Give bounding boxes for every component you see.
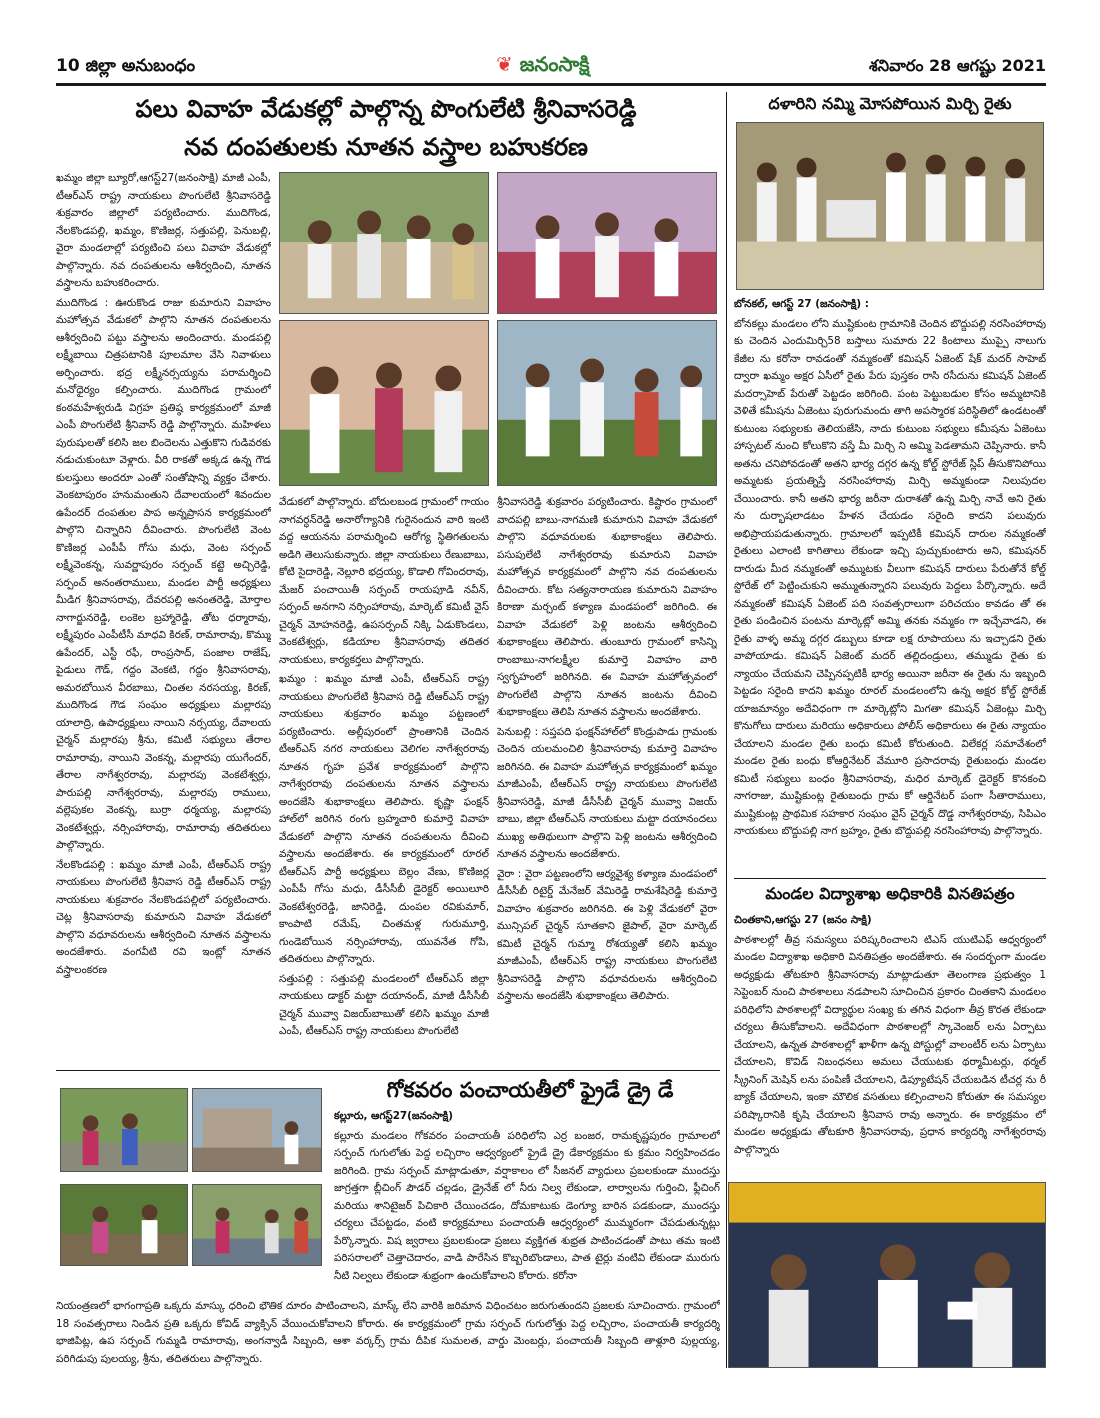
right-story1-body	[734, 296, 1046, 876]
dry-day-photo-2	[192, 1088, 322, 1172]
main-story-column-2	[279, 494, 489, 1060]
leaf-icon: ❦	[496, 52, 513, 76]
paragraph: వైరా : వైరా పట్టణంలోని ఆర్యవైశ్య కళ్యాణ మండపంలో డీసీసీబీ రిటైర్డ్ మేనేజర్ వేమిరెడ్డి రామశేషిరెడ్డి కుమార్తె వివాహం శుక్రవారం జరిగినది. ఈ పెళ్లి వేడుకలో వైరా మున్సిపల్ చైర్మన్ సూతకాని జైపాల్, వైరా మార్కెట్ కమిటీ చైర్మన్ గుమ్మా రోశయ్యతో కలిసి ఖమ్మం మాజీఎంపీ, టీఆర్ఎస్ రాష్ట్ర నాయకులు పొంగులేటి శ్రీనివాసరెడ్డి పాల్గొని వధూవరులను ఆశీర్వదించి వస్త్రాలను అందజేసి శుభాకాంక్షలు తెలిపారు.	[497, 867, 717, 1002]
wedding-photo-4	[497, 320, 717, 486]
memorandum-photo	[728, 1182, 1046, 1368]
page-label: 10 జిల్లా అనుబంధం	[56, 56, 196, 76]
paragraph: ముదిగొండ : ఊరుకొండ రాజు కుమారుని వివాహం మహోత్సవ వేడుకలో పాల్గొని నూతన దంపతులను ఆశీర్వదించి పట్టు వస్త్రాలను అందించారు. మండపల్లి లక్ష్మీబాయి చిత్రపటానికి పూలమాల వేసి నివాళులు అర్పించారు. భద్ర లక్ష్మీనర్సయ్యను పరామర్శించి మనోధైర్యం కల్పించారు. ముదిగొండ గ్రామంలో కంఠమహేశ్వరుడి విగ్రహ ప్రతిష్ఠ కార్యక్రమంలో మాజీ ఎంపీ పొంగులేటి శ్రీనివాస్ రెడ్డి పాల్గొన్నారు. మహిళలు పురుషులతో కలిసి జల బిందెలను ఎత్తుకొని గుడివరకు నడుచుకుంటూ వెళ్లారు. వీరి రాకతో అక్కడ ఉన్న గౌడ కులస్తులు అందరూ ఎంతో సంతోషాన్ని వ్యక్తం చేశారు. వెంకటాపురం హనుమంతుని దేవాలయంలో శివందుల ఉపేందర్ దంపతుల పాప అన్నప్రాసన కార్యక్రమంలో పాల్గొని చిన్నారిని దీవించారు. పొంగులేటి వెంట కొణిజర్ల ఎంపీపీ గోసు మధు, వెంట సర్పంచ్ లక్ష్మీవెంకన్న, సువర్ణాపురం సర్పంచ్ కట్టె అచ్చిరెడ్డి, సర్పంచ్ అనంతరాములు, మండల పార్టీ అధ్యక్షులు మీడిగ శ్రీనివాసరావు, దేవరపల్లి అనంతరెడ్డి, మోర్తాల నాగార్జునరెడ్డి, లంకెల బ్రహ్మారెడ్డి, తోట ధర్మారావు, లక్ష్మీపురం ఎంపీటీసీ మాధవి కిరణ్, రామారావు, కొమ్ము ఉపేందర్, ఎస్టీ రఫీ, రాంప్రసాద్, పంజాల రాజేష్, పైడులు గౌడ్, గద్దం వెంకటి, గద్దం శ్రీనివాసరావు, అమరబోయిన వీరబాబు, చింతల నరసయ్య, కిరణ్, ముదిగొండ గౌడ సంఘం అధ్యక్షులు మల్లారపు యాలాద్రి, ఉపాధ్యక్షులు నాయిని నర్సయ్య, దేవాలయ చైర్మన్ మల్లారపు శ్రీను, కమిటీ సభ్యులు తేరాల రామారావు, నాయిని వెంకన్న, మల్లారపు యుగేందర్, తేరాల నాగేశ్వరరావు, మల్లారపు వెంకటేశ్వర్లు, పారుపల్లి నాగేశ్వరరావు, మల్లారపు రాములు, వల్లెపుకల వెంకన్న, బుర్రా ధర్మయ్య, మల్లారపు వెంకటేశ్వర్లు, నర్సింహారావు, రామారావు తదితరులు పాల్గొన్నారు.	[56, 296, 271, 851]
bottom-story-body-full	[56, 1298, 720, 1370]
newspaper-logo	[496, 52, 590, 81]
logo-text: జనంసాక్షి	[519, 52, 590, 76]
dry-day-photo-3	[60, 1184, 188, 1266]
dry-day-photo-4	[192, 1184, 322, 1266]
dry-day-photo-1	[60, 1088, 188, 1172]
wedding-photo-3	[279, 320, 489, 486]
main-story-column-3	[497, 494, 717, 1060]
column-divider	[726, 92, 727, 1368]
paragraph: పాఠశాలల్లో తీవ్ర సమస్యలు పరిష్కరించాలని టిఎస్ యుటిఎఫ్ ఆధ్వర్యంలో మండల విద్యాశాఖ అధికారి వినతిపత్రం అందజేశారు. ఈ సందర్భంగా మండల అధ్యక్షుడు తోటకూరి శ్రీనివాసరావు మాట్లాడుతూ తెలంగాణ ప్రభుత్వం 1 సెప్టెంబర్ నుంచి పాఠశాలలు నడపాలని సూచించిన ప్రకారం చింతకాని మండలం పరిధిలోని పాఠశాలల్లో విద్యార్థుల సంఖ్య కు తగిన విధంగా తీవ్ర కొరత లేకుండా చర్యలు తీసుకోవాలని. అదేవిధంగా పాఠశాలల్లో స్కావెంజర్ లను ఏర్పాటు చేయాలని, ఉన్నత పాఠశాలల్లో ఖాళీగా ఉన్న పోస్టుల్లో వాలంటీర్ లను ఏర్పాటు చేయాలని, కొవిడ్ నిబంధనలు అమలు చేయుటకు థర్మామీటర్లు, థర్మల్ స్క్రీనింగ్ మెషిన్ లను పంపిణీ చేయాలని, డిప్యూటేషన్ చేయబడిన టీచర్ల ను రీ బ్యాక్ చేయాలని, ఇంకా మౌలిక వసతులు కల్పించాలని కోరుతూ ఈ సమస్యల పరిష్కారానికి కృషి చేయాలని శ్రీనివాస రావు అన్నారు. ఈ కార్యక్రమం లో మండల అధ్యక్షుడు తోటకూరి శ్రీనివాసరావు, ప్రధాన కార్యదర్శి నాగేశ్వరరావు పాల్గొన్నారు	[734, 933, 1046, 1156]
right-story1-headline: దళారిని నమ్మి మోసపోయిన మిర్చి రైతు	[768, 94, 1012, 113]
paragraph: ఖమ్మం జిల్లా బ్యూరో,ఆగస్ట్27(జనంసాక్షి) మాజీ ఎంపీ, టీఆర్ఎస్ రాష్ట్ర నాయకులు పొంగులేటి శ్రీనివాసరెడ్డి శుక్రవారం జిల్లాలో పర్యటించారు. ముదిగొండ, నేలకొండపల్లి, ఖమ్మం, కొణిజర్ల, సత్తుపల్లి, పెనుబల్లి, వైరా మండలాల్లో పర్యటించి పలు వివాహ వేడుకల్లో పాల్గొన్నారు. నవ దంపతులను ఆశీర్వదించి, నూతన వస్త్రాలను బహుకరించారు.	[56, 172, 271, 289]
section-divider	[734, 878, 1046, 879]
issue-date: శనివారం 28 ఆగష్టు 2021	[869, 56, 1046, 75]
paragraph: బోనకల్లు మండలం లోని ముష్టికుంట గ్రామానికి చెందిన బొద్దుపల్లి నరసింహారావు కు చెందిన ఎందుమిర్చి58 బస్తాలు సుమారు 22 కింటాలు ముప్పై నాలుగు కేజీల ను కరోనా రావడంతో నమ్మకంతో కమిషన్ ఏజెంట్ షేక్ మదర్ సాహెబ్ ద్వారా ఖమ్మం అక్షర ఏసీలో రైతు పేరు పుస్తకం రాసి రసీదును కమిషన్ ఏజెంట్ మదర్సాహెబ్ పేరుతో పెట్టడం జరిగింది. పంట పెట్టుబడుల కోసం అమ్మటానికి వెళితే కమీషను ఏజెంటు పురుగుమందు తాగి అపస్మారక పరిస్థితిలో ఉండటంతో కుటుంబ సభ్యులకు తెలియజేసి, నాదు కుటుంబ సభ్యులు కమీషను ఏజెంటు హాస్పటల్ నుంచి కోలుకొని వస్తే మీ మిర్చి ని అమ్మి పెడతామని చెప్పినారు. కానీ అతను చనిపోవడంతో అతని భార్య దగ్గర ఉన్న కోల్డ్ స్టోరేజ్ స్లిప్ తీసుకొనిపోయి అమ్మటకు ప్రయత్నిస్తే నరసింహారావు మిర్చి అమ్మకుండా నిలుపుదల చేయించారు. కానీ అతని భార్య జరీనా దురాశతో ఉన్న మిర్చి నావే అని రైతు ను దుర్భాషలాడటం హేళన చేయడం సరైంది కాదని పలువురు అభిప్రాయపడుతున్నారు. గ్రామాలలో ఇప్పటికీ కమిషన్ దారుల నమ్మకంతో రైతులు ఎలాంటి కాగితాలు లేకుండా ఇచ్చి పుచ్చుకుంటారు అని, కమిషనర్ దారుడు మీద నమ్మకంతో అమ్ముటకు వీలుగా కమిషన్ దారులు పేరుతోనే కోల్డ్ స్టోరేజ్ లో పెట్టించుకుని అమ్ముతున్నారని పలువురు పెద్దలు పేర్కొన్నారు. అదే నమ్మకంతో కమిషన్ ఏజెంట్ పది సంవత్సరాలుగా పరిచయం కావడం తో ఈ రైతు పండించిన పంటను మార్కెట్లో అమ్మి తనకు నమ్మకం గా ఇచ్చేవాడని, ఈ రైతు వాళ్ళ అమ్మ దగ్గర డబ్బులు కూడా లక్ష రూపాయలు ను ఇచ్చాడని రైతు వాపోయాడు. కమిషన్ ఏజెంట్ మదర్ తల్లిదండ్రులు, తమ్ముడు రైతు కు న్యాయం చేయమని చెప్పినప్పటికీ భార్య అయినా జరీనా ఈ రైతు ను ఇబ్బంది పెట్టడం సరైంది కాదని ఖమ్మం రూరల్ మండలంలోని ఉన్న అక్షర కోల్డ్ స్టోరేజ్ యాజమాన్యం అదేవిధంగా గా మార్కెట్లోని మిగతా కమిషన్ ఏజెంట్లు మిర్చి కొనుగోలు దారులు మరియు అధికారులు పోలీస్ అధికారులు ఈ రైతు న్యాయం చేయాలని మండల రైతు బంధు కమిటీ కోరుతుంది. విలేకర్ల సమావేశంలో మండల రైతు బంధు కోఆర్డినేటర్ వేమూరి ప్రసాదరావు రైతుబంధు మండల కమిటీ సభ్యులు బంధం శ్రీనివాసరావు, మధిర మార్కెట్ డైరెక్టర్ కొనకంచి నాగరాజు, ముష్టికుంట్ల రైతుబంధు గ్రామ కో ఆర్డినేటర్ పంగా సీతారాములు, ముష్టికుంట్ల ప్రాథమిక సహకార సంఘం వైస్ చైర్మన్ దొడ్డ నాగేశ్వరరావు, సిపిఎం నాయకులు బొద్దుపల్లి నాగ బ్రహ్మం, రైతు బొద్దుపల్లి నరసింహారావు పాల్గొన్నారు.	[734, 317, 1046, 837]
main-headline-line2: నవ దంపతులకు నూతన వస్త్రాల బహుకరణ	[184, 133, 588, 161]
bottom-story-body-right	[334, 1108, 720, 1296]
bottom-story-headline: గోకవరం పంచాయతీలో ఫ్రైడే డ్రై డే	[386, 1078, 674, 1102]
right-story2-headline: మండల విద్యాశాఖ అధికారికి వినతిపత్రం	[765, 884, 1015, 903]
paragraph: నేలకొండపల్లి : ఖమ్మం మాజీ ఎంపీ, టీఆర్ఎస్ రాష్ట్ర నాయకులు పొంగులేటి శ్రీనివాస రెడ్డి టీఆర్ఎస్ రాష్ట్ర నాయకులు శుక్రవారం నేలకొండపల్లిలో పర్యటించారు. చెట్ల శ్రీనివాసరావు కుమారుని వివాహ వేడుకలో పాల్గొని వధూవరులను ఆశీర్వదించి నూతన వస్త్రాలను అందజేశారు. వంగవీటి రవి ఇంట్లో నూతన వస్త్రాలంకరణ	[56, 858, 271, 976]
paragraph: నియంత్రణలో భాగంగాప్రతి ఒక్కరు మాస్కు ధరించి భౌతిక దూరం పాటించాలని, మాస్క్ లేని వారికి జరిమాన విధించటం జరుగుతుందని ప్రజలకు సూచించారు. గ్రామంలో 18 సంవత్సరాలు నిండిన ప్రతి ఒక్కరు కోవిడ్ వ్యాక్సిన్ వేయించుకోవాలని కోరారు. ఈ కార్యక్రమంలో గ్రామ సర్పంచ్ గుగులోత్తు పెద్ద లచ్చిరాం, పంచాయతీ కార్యదర్శి భాజిపిట్ల, ఉప సర్పంచ్ గుమ్మడి రామారావు, అంగన్వాడీ సిబ్బంది, ఆశా వర్కర్స్ గ్రామ దీపిక సుమలత, వార్డు మెంబర్లు, పంచాయతీ సిబ్బంది తాళ్లూరి పుల్లయ్య, పరిగిడుపు పులయ్య, శ్రీను, తదితరులు పాల్గొన్నారు.	[56, 1300, 720, 1365]
paragraph: పెనుబల్లి : సప్తపది ఫంక్షన్‌హాల్‌లో కొండ్రుపాడు గ్రామంకు చెందిన యలమంచిలి శ్రీనివాసరావు కుమార్తె వివాహం జరిగినది. ఈ వివాహ మహోత్సవ కార్యక్రమంలో ఖమ్మం మాజీఎంపీ, టీఆర్ఎస్ రాష్ట్ర నాయకులు పొంగులేటి శ్రీనివాసరెడ్డి, మాజీ డీసీసీబీ చైర్మన్ మువ్వా విజయ్ బాబు, జిల్లా టీఆర్ఎస్ నాయకులు మట్టా దయానందలు ముఖ్య అతిథులుగా పాల్గొని పెళ్లి జంటను ఆశీర్వదించి నూతన వస్త్రాలను అందజేశారు.	[497, 725, 717, 860]
main-story-column-1	[56, 170, 271, 1060]
wedding-photo-2	[497, 172, 717, 314]
wedding-photo-1	[279, 172, 489, 314]
dateline: బోనకల్, ఆగస్ట్ 27 (జనంసాక్షి) :	[734, 298, 869, 310]
paragraph: కల్లూరు మండలం గోకవరం పంచాయతీ పరిధిలోని ఎర్ర బంజర, రామకృష్ణపురం గ్రామాలలో సర్పంచ్ గుగులోతు పెద్ద లచ్చిరాం ఆధ్వర్యంలో ఫ్రైడే డ్రై డేకార్యక్రమం కు క్రమం నిర్వహించడం జరిగింది. గ్రామ సర్పంచ్ మాట్లాడుతూ, వర్షాకాలం లో సీజనల్ వ్యాధులు ప్రబలకుండా ముందస్తు జాగ్రత్తగా బ్లీచింగ్ పౌడర్ చల్లడం, డ్రైనేజ్ లో నీరు నిల్వ లేకుండా, లార్వాలను గుర్తించి, ఫ్లీచింగ్ మరియు శానిటైజర్ పిచికారి చేయించడం, దోమకాటుకు డెంగ్యూ బారిన పడకుండా, ముందస్తు చర్యలు చేపట్టడం, వంటి కార్యక్రమాలు పంచాయతీ ఆధ్వర్యంలో ముమ్మరంగా చేపడుతున్నట్లు పేర్కొన్నారు. విష జ్వరాలు ప్రబలకుండా ప్రజలు వ్యక్తిగత శుభ్రత పాటించడంతో పాటు తమ ఇంటి పరిసరాలలో చెత్తాచెదారం, వాడి పారేసిన కొబ్బరిబొండాలు, పాత టైర్లు వంటివి లేకుండా మురుగు నీటి నిల్వలు లేకుండా శుభ్రంగా ఉంచుకోవాలని కోరారు. కరోనా	[334, 1129, 720, 1282]
farmers-meeting-photo	[736, 122, 1044, 290]
right-story2-body	[734, 912, 1046, 1178]
dateline: కల్లూరు, ఆగస్ట్27(జనంసాక్షి)	[334, 1110, 453, 1122]
dateline: చింతకాని,ఆగస్టు 27 (జనం సాక్షి)	[734, 914, 872, 926]
paragraph: సత్తుపల్లి : సత్తుపల్లి మండలంలో టీఆర్ఎస్ జిల్లా నాయకులు డాక్టర్ మట్టా దయానంద్, మాజీ డీసీసీబీ చైర్మన్ మువ్వా విజయ్‌బాబుతో కలిసి ఖమ్మం మాజీ ఎంపీ, టీఆర్ఎస్ రాష్ట్ర నాయకులు పొంగులేటి	[279, 972, 489, 1037]
paragraph: ఖమ్మం : ఖమ్మం మాజీ ఎంపీ, టీఆర్ఎస్ రాష్ట్ర నాయకులు పొంగులేటి శ్రీనివాస రెడ్డి టీఆర్ఎస్ రాష్ట్ర నాయకులు శుక్రవారం ఖమ్మం పట్టణంలో పర్యటించారు. అల్లీపురంలో ప్రాంతానికి చెందిన టీఆర్ఎస్ నగర నాయకులు వెలిగల నాగేశ్వరరావు నూతన గృహ ప్రవేశ కార్యక్రమంలో పాల్గొని నాగేశ్వరరావు దంపతులను నూతన వస్త్రాలను అందజేసి శుభాకాంక్షలు తెలిపారు. కృష్ణా ఫంక్షన్ హాల్‌లో జరిగిన రంగు బ్రహ్మచారి కుమార్తె వివాహ వేడుకలో పాల్గొని నూతన దంపతులను దీవించి వస్త్రాలను అందజేశారు. ఈ కార్యక్రమంలో రూరల్ టీఆర్ఎస్ పార్టీ అధ్యక్షులు బెల్లం వేణు, కొణిజర్ల ఎంపీపీ గోసు మధు, డీసీసీబీ డైరెక్టర్ అయిలూరి వెంకటేశ్వరరెడ్డి, జానిరెడ్డి, దుంపల రవికుమార్, కాంపాటి రమేష్, చింతమళ్ల గురుమూర్తి, గుండెబోయిన నర్సింహారావు, యువనేత గోపి, తదితరులు పాల్గొన్నారు.	[279, 673, 489, 965]
section-divider	[56, 1070, 720, 1071]
paragraph: శ్రీనివాసరెడ్డి శుక్రవారం పర్యటించారు. కిష్టారం గ్రామంలో వాదపల్లి బాబు-నాగమణి కుమారుని వివాహ వేడుకలో పాల్గొని వధూవరులకు శుభాకాంక్షలు తెలిపారు. పసుపులేటి నాగేశ్వరరావు కుమారుని వివాహ మహోత్సవ కార్యక్రమంలో పాల్గొని నవ దంపతులను దీవించారు. కోట సత్యనారాయణ కుమారుని వివాహం కిరాణా మర్చంట్ కళ్యాణ మండపంలో జరిగింది. ఈ వివాహ వేడుకలో పెళ్లి జంటను ఆశీర్వదించి శుభాకాంక్షలు తెలిపారు. తుంబూరు గ్రామంలో కాసిన్ని రాంబాబు-నాగలక్ష్మీల కుమార్తె వివాహం వారి స్వగృహంలో జరిగినది. ఈ వివాహ మహోత్సవంలో పొంగులేటి పాల్గొని నూతన జంటను దీవించి శుభాకాంక్షలు తెలిపి నూతన వస్త్రాలను అందజేశారు.	[497, 496, 717, 718]
main-headline-line1: పలు వివాహ వేడుకల్లో పాల్గొన్న పొంగులేటి శ్రీనివాసరెడ్డి	[135, 95, 637, 123]
masthead	[56, 52, 1046, 86]
paragraph: వేడుకలో పాల్గొన్నారు. బోదులబండ గ్రామంలో గాయం నాగవర్ధన్‌రెడ్డి అనారోగ్యానికి గురైనందున వారి ఇంటి వద్ద ఆయనను పరామర్శించి ఆరోగ్య స్థితిగతులను అడిగి తెలుసుకున్నారు. జిల్లా నాయకులు రేణుబాబు, కోటి సైదారెడ్డి, నెల్లూరి భద్రయ్య, కొడాలి గోవిందరావు, మేజర్ పంచాయితీ సర్పంచ్ రాయపూడి నవీన్, సర్పంచ్ అనగాని నర్సింహారావు, మార్కెట్ కమిటీ వైస్ చైర్మన్ మోహనరెడ్డి, ఉపసర్పంచ్ నిక్కి ఏడుకొండలు, వెంకటేశ్వర్లు, కడియాల శ్రీనివాసరావు తదితర నాయకులు, కార్యకర్తలు పాల్గొన్నారు.	[279, 496, 489, 666]
